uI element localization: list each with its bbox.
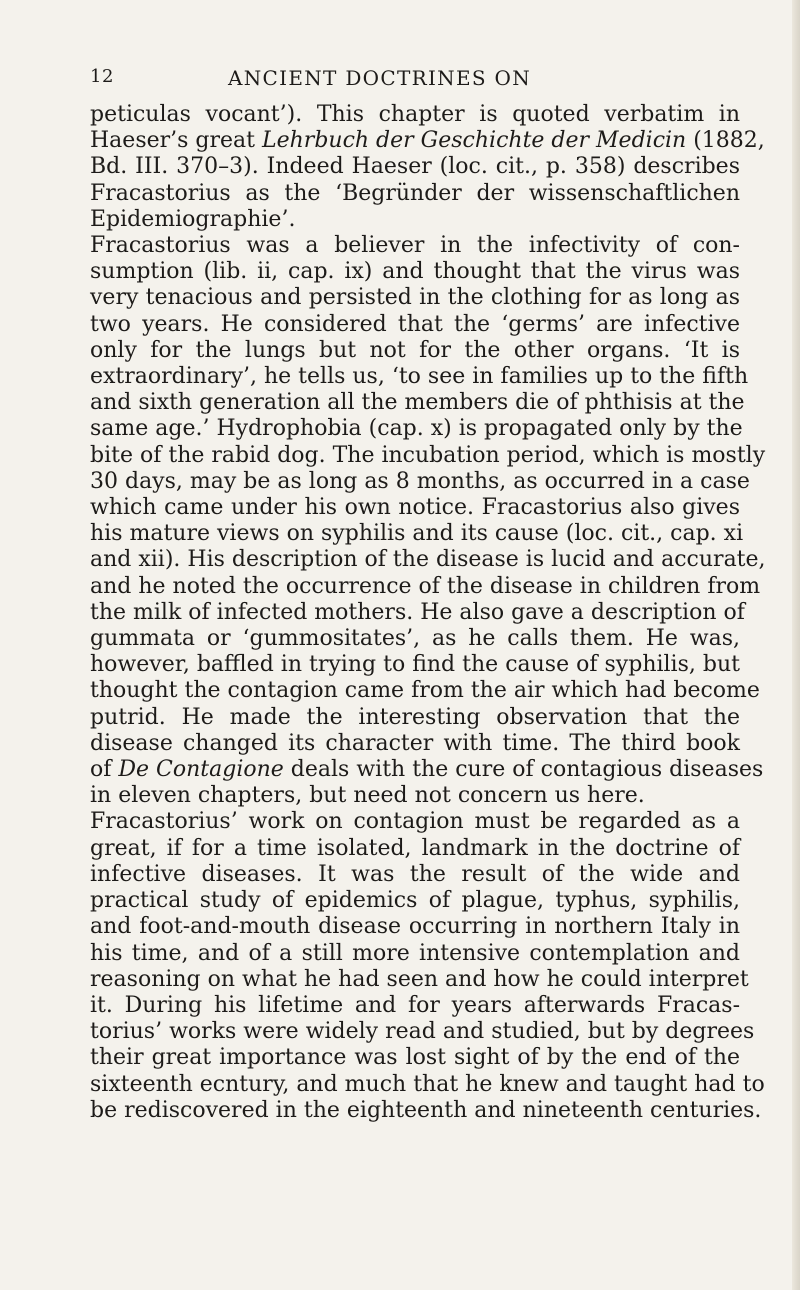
text-run: very tenacious and persisted in the clothing for as long as [90,285,740,311]
text-line [90,678,760,704]
text-run: torius’ works were widely read and studied, but by degrees [90,1019,755,1045]
text-line [90,573,761,600]
text-run: disease changed its character with time. The third book [90,730,740,756]
text-line [90,914,740,940]
text-line [90,181,740,207]
text-line [90,468,750,495]
text-line [90,207,740,233]
text-run: thought the contagion came from the air which had become [90,678,760,704]
text-run: Fracastorius as the ‘Begründer der wissenschaftlichen [90,180,740,206]
text-line [90,416,743,442]
page-edge [792,0,800,1290]
text-run: deals with the cure of contagious diseases [283,757,764,783]
text-run: in eleven chapters, but need not concern us here. [90,783,645,809]
text-run: reasoning on what he had seen and how he could interpret [90,966,749,992]
text-line [90,154,740,180]
text-line [90,941,740,967]
text-line [90,390,745,416]
text-line [90,233,740,259]
text-line [90,809,740,835]
text-run: the milk of infected mothers. He also gave a description of [90,599,745,625]
text-run: be rediscovered in the eighteenth and nineteenth centuries. [90,1097,762,1123]
text-run: Bd. III. 370–3). Indeed Haeser (loc. cit., p. 358) describes [90,154,740,180]
text-run: of [90,757,119,783]
text-run: bite of the rabid dog. The incubation period, which is mostly [90,442,766,468]
text-line [90,102,740,128]
paragraph [90,809,765,1123]
text-run: and xii). His description of the disease is lucid and accurate, [90,547,766,573]
text-line [90,338,740,364]
italic-title: Lehrbuch der Geschichte der Medicin [262,128,687,154]
text-run: Epidemiographie’. [90,206,296,232]
text-line [90,705,740,731]
text-run: 30 days, may be as long as 8 months, as occurred in a case [90,468,750,494]
text-run: it. During his lifetime and for years afterwards Fracas- [90,992,740,1018]
text-line [90,1045,740,1071]
text-run: two years. He considered that the ‘germs’ are infective [90,311,740,337]
text-line [90,888,740,914]
text-run: and sixth generation all the members die of phthisis at the [90,390,745,416]
text-run: same age.’ Hydrophobia (cap. x) is propagated only by the [90,416,743,442]
text-run: and he noted the occurrence of the disease in children from [90,573,761,599]
text-line [90,599,745,626]
page-header [90,66,740,96]
text-run: (1882, [686,128,765,154]
text-run: gummata or ‘gummositates’, as he calls them. He was, [90,626,740,652]
text-line [90,966,749,993]
text-line [90,521,744,547]
text-run: which came under his own notice. Fracastorius also gives [90,495,740,521]
text-line [90,364,749,390]
text-line [90,731,740,757]
text-line [90,993,740,1019]
text-run: his time, and of a still more intensive contemplation and [90,940,740,966]
paragraph [90,233,766,809]
text-run: great, if for a time isolated, landmark in the doctrine of [90,835,740,861]
text-line [90,285,740,311]
text-run: Haeser’s great [90,128,262,154]
text-run: infective diseases. It was the result of the wide and [90,861,740,887]
text-run: their great importance was lost sight of by the end of the [90,1045,740,1071]
text-run: Fracastorius was a believer in the infectivity of con- [90,233,740,259]
text-run: his mature views on syphilis and its cause (loc. cit., cap. xi [90,521,744,547]
text-line [90,547,766,573]
text-line [90,626,740,652]
page-number: 12 [90,66,114,87]
text-run: however, baffled in trying to find the cause of syphilis, but [90,652,740,678]
paragraph [90,102,765,233]
text-line [90,128,765,154]
text-line [90,652,740,678]
text-run: Fracastorius’ work on contagion must be regarded as a [90,809,740,835]
running-head: ANCIENT DOCTRINES ON [228,66,532,90]
text-line [90,783,740,809]
text-line [90,442,766,469]
text-run: sumption (lib. ii, cap. ix) and thought that the virus was [90,259,740,285]
text-line [90,757,764,783]
text-run: practical study of epidemics of plague, typhus, syphilis, [90,888,740,914]
text-run: peticulas vocant’). This chapter is quoted verbatim in [90,102,740,127]
text-run: sixteenth ecntury, and much that he knew and taught had to [90,1071,765,1097]
text-run: and foot-and-mouth disease occurring in northern Italy in [90,914,740,940]
italic-title: De Contagione [118,757,284,783]
text-run: putrid. He made the interesting observation that the [90,704,740,730]
body-text [90,102,766,1124]
text-line [90,836,740,862]
text-line [90,259,740,285]
text-line [90,862,740,888]
text-line [90,1019,755,1045]
text-run: only for the lungs but not for the other organs. ‘It is [90,337,740,363]
text-run: extraordinary’, he tells us, ‘to see in families up to the fifth [90,364,749,390]
text-line [90,1071,765,1098]
text-line [90,495,740,521]
text-line [90,1097,762,1124]
text-line [90,312,740,338]
